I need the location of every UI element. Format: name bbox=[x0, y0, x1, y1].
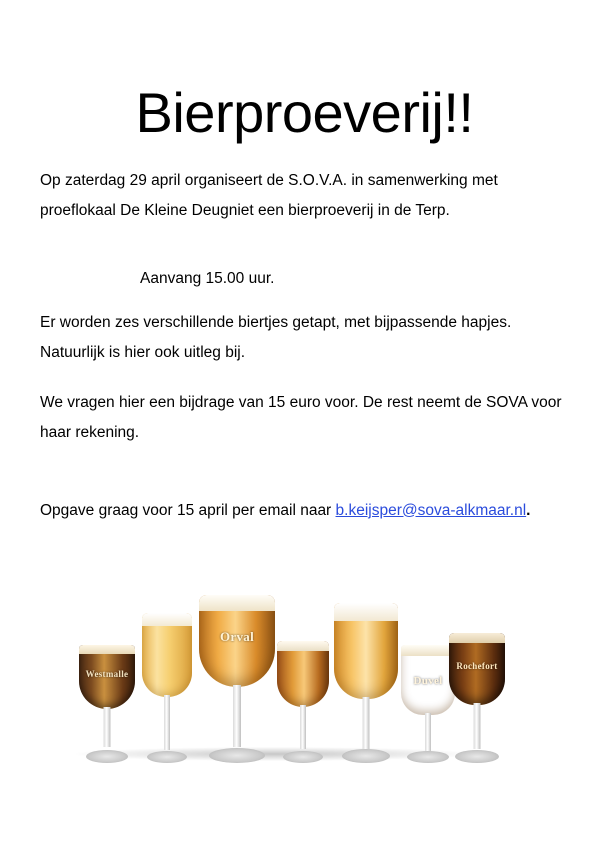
paragraph-start-time: Aanvang 15.00 uur. bbox=[140, 269, 275, 287]
glass-foot bbox=[147, 751, 187, 763]
beer-glass-5 bbox=[330, 603, 402, 763]
glass-label-3: Duvel bbox=[413, 675, 443, 687]
glass-stem bbox=[425, 713, 431, 751]
beer-glass-2 bbox=[138, 613, 196, 763]
paragraph-contribution: We vragen hier een bijdrage van 15 euro voor. De rest neemt de SOVA voor haar rekening. bbox=[40, 393, 562, 441]
glass-stem bbox=[164, 695, 170, 750]
beer-glass-8 bbox=[446, 633, 508, 763]
paragraph-intro: Op zaterdag 29 april organiseert de S.O.V.A. in samenwerking met proeflokaal De Kleine Deugniet een bierproeverij in de Terp. bbox=[40, 171, 498, 219]
glass-foot bbox=[283, 751, 323, 763]
paragraph-beers-info: Er worden zes verschillende biertjes getapt, met bijpassende hapjes. Natuurlijk is hier ook uitleg bij. bbox=[40, 313, 512, 361]
glass-foot bbox=[455, 750, 499, 763]
glass-bowl bbox=[334, 603, 398, 699]
beer-glasses-photo bbox=[68, 578, 498, 763]
paragraph-signup bbox=[40, 496, 570, 526]
glass-stem bbox=[104, 707, 111, 747]
glass-stem bbox=[363, 697, 370, 749]
beer-glass-4 bbox=[274, 641, 332, 763]
glass-label-1: Westmalle bbox=[85, 669, 129, 679]
glass-foot bbox=[342, 749, 390, 763]
signup-email-link[interactable]: b.keijsper@sova-alkmaar.nl bbox=[335, 501, 527, 519]
glass-stem bbox=[300, 705, 306, 749]
glass-foot bbox=[86, 750, 128, 763]
glass-stem bbox=[474, 703, 481, 749]
glass-stem bbox=[233, 685, 241, 747]
glass-foot bbox=[407, 751, 449, 763]
beer-glass-3 bbox=[194, 595, 280, 763]
glass-bowl bbox=[277, 641, 329, 707]
page-title: Bierproeverij!! bbox=[135, 80, 474, 144]
glass-label-4: Rochefort bbox=[456, 661, 498, 671]
signup-trailing-text: . bbox=[526, 501, 531, 519]
glass-label-2: Orval bbox=[220, 629, 254, 644]
beer-glass-1 bbox=[76, 645, 138, 763]
glass-foot bbox=[209, 748, 265, 763]
glass-bowl bbox=[142, 613, 192, 697]
signup-lead-text: Opgave graag voor 15 april per email naar bbox=[40, 501, 336, 519]
